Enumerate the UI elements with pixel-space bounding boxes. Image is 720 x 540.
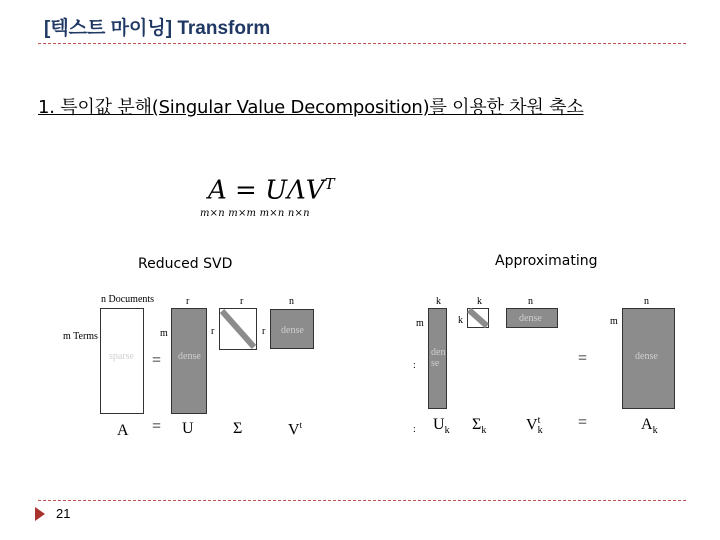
bottom-equals-left: = (152, 418, 162, 435)
matrix-a (100, 308, 144, 414)
matrix-ak (622, 308, 675, 409)
bottom-ak-sub: k (652, 425, 658, 437)
formula-sup: T (324, 175, 335, 193)
bottom-sigmak (472, 416, 486, 436)
m-label-ak: m (610, 316, 618, 327)
bottom-a: A (117, 422, 129, 439)
dense-label-ak: dense (635, 351, 658, 362)
footer-triangle-icon (35, 507, 45, 521)
m-label-uk: m (416, 318, 424, 329)
reduced-svd-title: Reduced SVD (138, 256, 233, 272)
footer-divider (38, 500, 686, 501)
bottom-vt-sup: t (299, 420, 303, 430)
matrix-vkt (506, 308, 558, 328)
m-label-u: m (160, 328, 168, 339)
formula-dimensions: m×n m×m m×n n×n (200, 208, 310, 219)
r-label-sigma-left: r (211, 326, 215, 337)
svd-formula (208, 175, 335, 206)
bottom-vkt-sup: t (537, 415, 541, 426)
dot-left-1: : (413, 360, 416, 371)
bottom-uk-base: U (433, 416, 445, 433)
approximating-title: Approximating (495, 253, 598, 269)
dense-label-uk: den se (431, 347, 446, 369)
bottom-u: U (182, 420, 194, 437)
matrix-uk (428, 308, 447, 409)
sparse-label: sparse (109, 351, 134, 362)
matrix-vt (270, 309, 314, 349)
bottom-vkt (526, 416, 543, 436)
k-label-sigmak-top: k (477, 296, 482, 307)
n-label-v: n (289, 296, 294, 307)
bottom-uk-sub: k (444, 425, 450, 437)
equals-sign-right: = (578, 350, 588, 367)
sigmak-diagonal (467, 308, 489, 328)
r-label-u: r (186, 296, 190, 307)
dot-left-2: : (413, 424, 416, 435)
dense-label-v: dense (281, 325, 304, 336)
r-label-sigma-top: r (240, 296, 244, 307)
k-label-sigmak-left: k (458, 315, 463, 326)
bottom-equals-right: = (578, 414, 588, 431)
dense-label-u: dense (178, 351, 201, 362)
bottom-vt (288, 420, 302, 439)
k-label-uk: k (436, 296, 441, 307)
bottom-ak (641, 416, 658, 436)
n-documents-label: n Documents (101, 294, 155, 305)
matrix-u (171, 308, 207, 414)
header-divider (38, 43, 686, 44)
bottom-sigmak-base: Σ (472, 416, 482, 433)
m-terms-label: m Terms (63, 331, 98, 342)
bottom-uk (433, 416, 450, 436)
bottom-vkt-base: V (526, 416, 538, 434)
r-label-v-left: r (262, 326, 266, 337)
bottom-sigma: Σ (233, 420, 243, 437)
slide-title: [텍스트 마이닝] Transform (44, 18, 271, 39)
n-label-vk: n (528, 296, 533, 307)
equals-sign-left: = (152, 352, 162, 369)
bottom-ak-base: A (641, 416, 653, 433)
bottom-vkt-sub: k (537, 425, 543, 436)
page-number: 21 (56, 506, 71, 521)
bottom-sigmak-sub: k (481, 425, 487, 437)
formula-main: A = UΛV (208, 175, 325, 206)
dense-label-vk: dense (519, 313, 542, 324)
section-heading: 1. 특이값 분해(Singular Value Decomposition)를 이용한 차원 축소 (38, 97, 584, 118)
bottom-vt-base: V (288, 421, 300, 439)
sigma-diagonal (219, 308, 257, 350)
n-label-ak: n (644, 296, 649, 307)
